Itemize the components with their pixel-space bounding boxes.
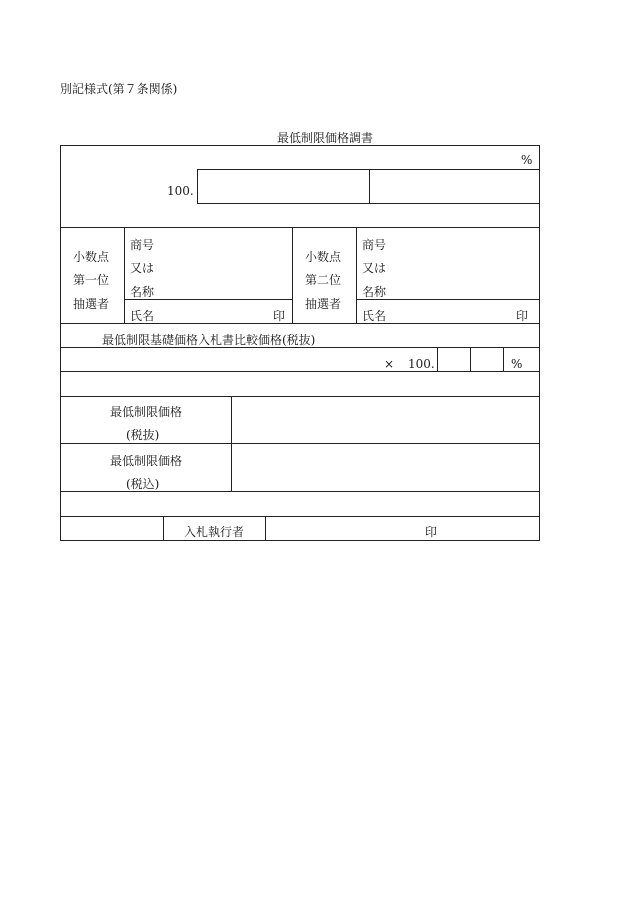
lottery-divider — [356, 227, 357, 323]
price-incl-label: 最低制限価格 — [110, 454, 183, 468]
top-entry-divider — [197, 169, 198, 204]
executor-divider — [265, 516, 266, 541]
lottery-name-line — [124, 299, 292, 300]
top-entry-divider — [369, 169, 370, 204]
lottery-divider — [292, 227, 293, 323]
form-title: 最低制限価格調書 — [277, 131, 374, 145]
price-excl-tax-note: (税抜) — [126, 428, 160, 442]
section-divider — [60, 347, 540, 348]
comparison-heading: 最低制限基礎価格入札書比較価格(税抜) — [102, 333, 316, 347]
right-lottery-label-3: 抽選者 — [305, 297, 342, 311]
right-lottery-label-2: 第二位 — [305, 273, 342, 287]
right-name-label: 氏名 — [362, 309, 387, 323]
lottery-divider — [124, 227, 125, 323]
executor-seal: 印 — [425, 525, 438, 539]
price-incl-tax-note: (税込) — [126, 477, 160, 491]
section-divider — [60, 491, 540, 492]
left-trade-name-label-3: 名称 — [130, 285, 155, 299]
executor-divider — [163, 516, 164, 541]
left-trade-name-label-1: 商号 — [130, 238, 155, 252]
section-divider — [60, 227, 540, 228]
base-value: 100. — [167, 184, 194, 198]
right-lottery-label-1: 小数点 — [305, 250, 342, 264]
form-reference: 別記様式(第７条関係) — [60, 82, 178, 96]
right-trade-name-label-2: 又は — [362, 261, 387, 275]
lottery-name-line — [356, 299, 540, 300]
executor-label: 入札執行者 — [184, 525, 245, 539]
section-divider — [60, 443, 540, 444]
formula-divider — [503, 347, 504, 371]
formula-divider — [437, 347, 438, 371]
right-trade-name-label-1: 商号 — [362, 238, 387, 252]
formula-unit: % — [511, 357, 523, 371]
right-trade-name-label-3: 名称 — [362, 285, 387, 299]
formula-value: 100. — [408, 357, 435, 371]
right-seal: 印 — [516, 309, 529, 323]
percent-unit: % — [521, 153, 533, 167]
top-entry-field-2[interactable] — [372, 172, 537, 201]
top-entry-field-1[interactable] — [200, 172, 366, 201]
multiply-sign: × — [384, 357, 395, 371]
section-divider — [60, 396, 540, 397]
price-excl-value-field[interactable] — [240, 414, 535, 434]
formula-divider — [470, 347, 471, 371]
price-excl-label: 最低制限価格 — [110, 405, 183, 419]
price-divider — [231, 396, 232, 492]
left-trade-name-label-2: 又は — [130, 261, 155, 275]
executor-name-field[interactable] — [270, 520, 410, 538]
price-incl-value-field[interactable] — [240, 462, 535, 482]
left-name-label: 氏名 — [130, 309, 155, 323]
section-divider — [60, 516, 540, 517]
left-lottery-label-3: 抽選者 — [73, 297, 110, 311]
formula-digit-field-2[interactable] — [472, 349, 502, 369]
formula-digit-field-1[interactable] — [439, 349, 469, 369]
section-divider — [60, 371, 540, 372]
left-seal: 印 — [273, 309, 286, 323]
left-lottery-label-2: 第一位 — [73, 273, 110, 287]
left-lottery-label-1: 小数点 — [73, 250, 110, 264]
section-divider — [60, 323, 540, 324]
